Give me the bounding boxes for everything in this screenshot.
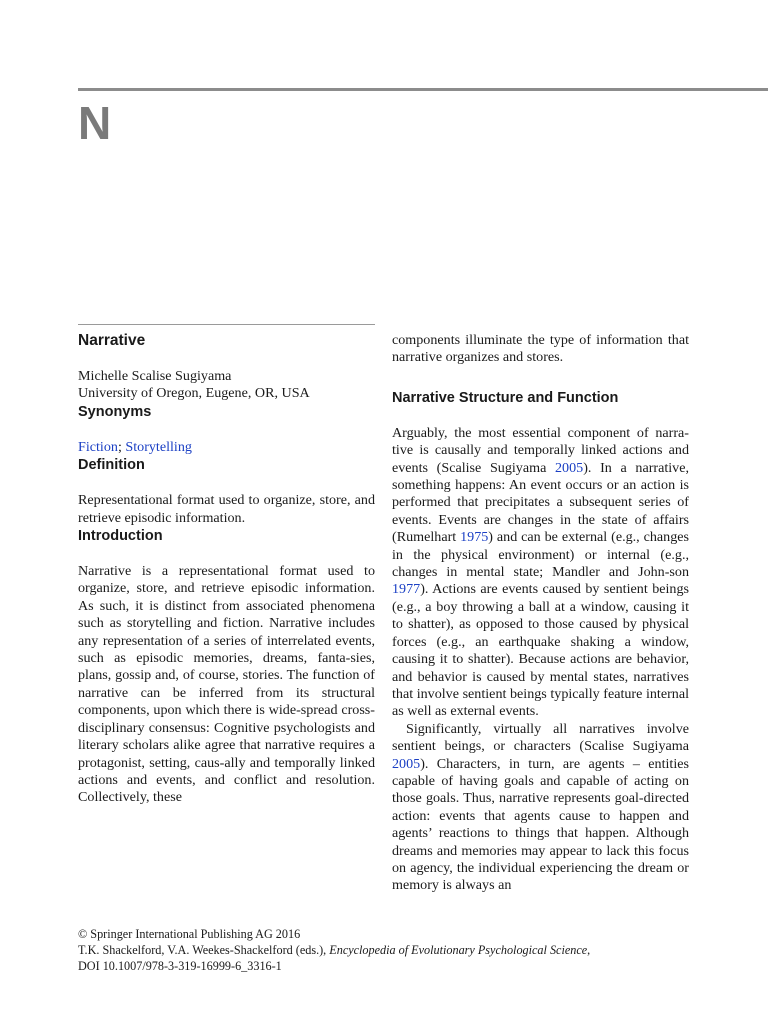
definition-text: Representational format used to organize, store, and retrieve episodic information. bbox=[78, 492, 375, 526]
introduction-continuation: components illuminate the type of information that narrative organizes and stores. bbox=[392, 332, 689, 366]
text-run: ). In a narrative, something happens: An event occurs or an action is performed that precipitates a subsequent series of events. Events are changes in the state of affairs (Rumelhart bbox=[392, 459, 690, 546]
author-name: Michelle Scalise Sugiyama bbox=[78, 368, 232, 384]
text-run: Significantly, virtually all narratives involve sentient beings, or characters (Scalise Sugiyama bbox=[392, 720, 689, 755]
structure-heading: Narrative Structure and Function bbox=[392, 389, 619, 406]
citation-link-1977[interactable]: 1977 bbox=[392, 581, 421, 598]
section-letter: N bbox=[78, 97, 112, 149]
copyright-line: © Springer International Publishing AG 2016 bbox=[78, 927, 301, 941]
right-column bbox=[392, 332, 689, 895]
citation-link-2005b[interactable]: 2005 bbox=[392, 755, 421, 772]
text-run: ). Characters, in turn, are agents – entities capable of having goals and capable of acting on those goals. Thus, narrative represents goal-directed action: events that agents cause to happen and agents’ reactions to things that happen. Although dreams and memories may appear to lack this focus on agency, the individual experiencing the dream or memory is always an bbox=[392, 755, 689, 894]
book-title: Encyclopedia of Evolutionary Psychological Science bbox=[329, 943, 588, 957]
synonyms-separator: ; bbox=[117, 438, 126, 455]
author-affiliation: University of Oregon, Eugene, OR, USA bbox=[78, 385, 310, 402]
definition-heading: Definition bbox=[78, 457, 145, 474]
editors-text: T.K. Shackelford, V.A. Weekes-Shackelford (eds.), bbox=[78, 943, 330, 957]
author-block bbox=[78, 368, 375, 403]
introduction-heading: Introduction bbox=[78, 528, 163, 545]
text-run: Arguably, the most essential component of narra-tive is causally and temporally linked actions and events (Scalise Sugiyama bbox=[392, 424, 689, 476]
structure-paragraph-2 bbox=[392, 721, 689, 895]
entry-title-rule bbox=[78, 324, 375, 325]
text-run: ) and can be external (e.g., changes in the physical environment) or internal (e.g., changes in mental state; Mandler and John-son bbox=[392, 529, 689, 581]
text-run: ). Actions are events caused by sentient beings (e.g., a boy throwing a ball at a window, causing it to shatter), as opposed to those caused by physical forces (e.g., an earthquake shaking a window, causing it to shatter). Because actions are behavior, and behavior is caused by mental states, narratives that involve sentient beings typically feature internal as well as external events. bbox=[392, 581, 689, 720]
top-rule bbox=[78, 88, 768, 91]
citation-link-2005[interactable]: 2005 bbox=[555, 459, 584, 476]
citation-line bbox=[78, 942, 698, 958]
page-footer bbox=[78, 926, 698, 974]
left-column bbox=[78, 324, 375, 807]
book-suffix: , bbox=[587, 943, 591, 957]
synonyms-heading: Synonyms bbox=[78, 403, 152, 420]
introduction-text: Narrative is a representational format used to organize, store, and retrieve episodic information. As such, it is distinct from associated phenomena such as storytelling and fiction. Narrative includes any representation of a series of interrelated events, such as episodic memories, dreams, fanta-sies, plans, gossip and, of course, stories. The function of narrative can be inferred from its structural components, upon which there is wide-spread cross-disciplinary consensus: Cognitive psychologists and literary scholars alike agree that narrative requires a protagonist, setting, caus-ally and temporally linked actions and events, and conflict and resolution. Collectively, these bbox=[78, 563, 375, 806]
synonym-link-fiction[interactable]: Fiction bbox=[78, 438, 118, 455]
synonym-link-storytelling[interactable]: Storytelling bbox=[125, 438, 192, 455]
synonyms-list bbox=[78, 439, 375, 456]
structure-paragraph-1 bbox=[392, 425, 689, 721]
citation-link-1975[interactable]: 1975 bbox=[460, 529, 489, 546]
entry-title: Narrative bbox=[78, 332, 146, 349]
doi-line: DOI 10.1007/978-3-319-16999-6_3316-1 bbox=[78, 959, 282, 973]
